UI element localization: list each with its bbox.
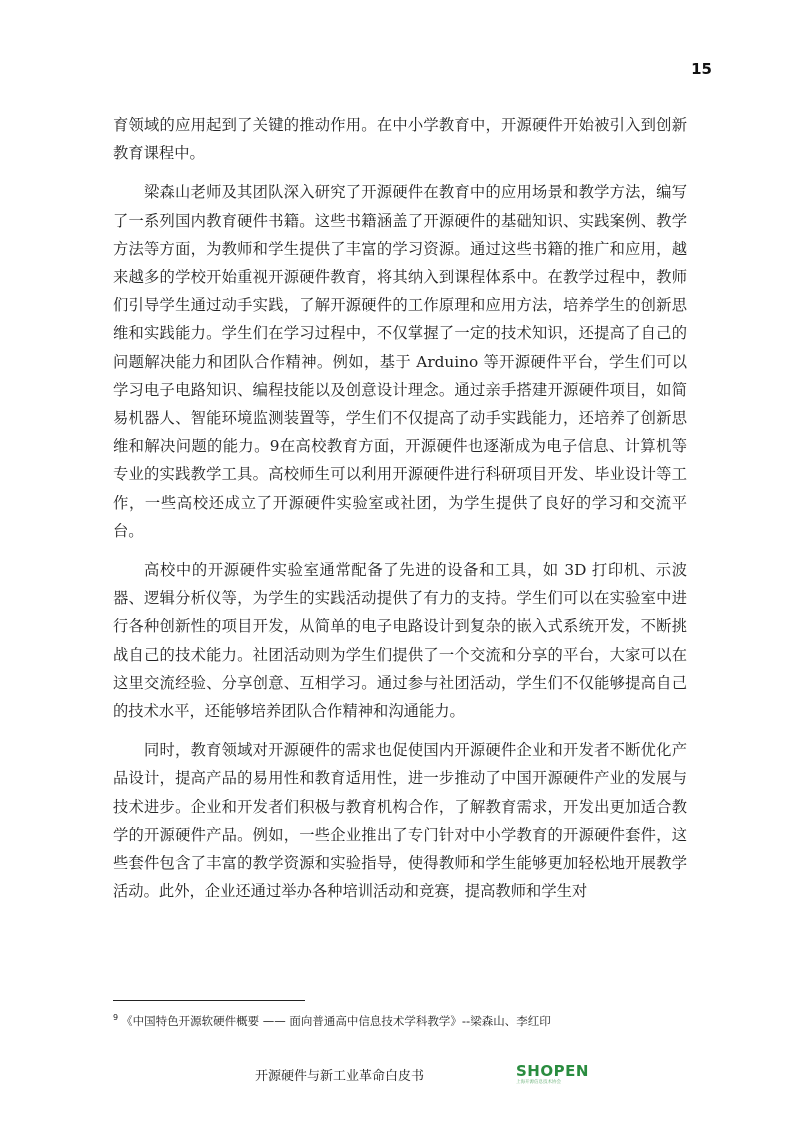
footnote [113,1009,693,1030]
page-number: 15 [691,60,712,78]
paragraph: 梁森山老师及其团队深入研究了开源硬件在教育中的应用场景和教学方法，编写了一系列国内教育硬件书籍。这些书籍涵盖了开源硬件的基础知识、实践案例、教学方法等方面，为教师和学生提供了丰富的学习资源。通过这些书籍的推广和应用，越来越多的学校开始重视开源硬件教育，将其纳入到课程体系中。在教学过程中，教师们引导学生通过动手实践，了解开源硬件的工作原理和应用方法，培养学生的创新思维和实践能力。学生们在学习过程中，不仅掌握了一定的技术知识，还提高了自己的问题解决能力和团队合作精神。例如，基于 Arduino 等开源硬件平台，学生们可以学习电子电路知识、编程技能以及创意设计理念。通过亲手搭建开源硬件项目，如简易机器人、智能环境监测装置等，学生们不仅提高了动手实践能力，还培养了创新思维和解决问题的能力。9在高校教育方面，开源硬件也逐渐成为电子信息、计算机等专业的实践教学工具。高校师生可以利用开源硬件进行科研项目开发、毕业设计等工作，一些高校还成立了开源硬件实验室或社团，为学生提供了良好的学习和交流平台。 [113,183,687,540]
footnote-text: 《中国特色开源软硬件概要 —— 面向普通高中信息技术学科教学》--梁森山、李红印 [121,1013,551,1028]
footer-title: 开源硬件与新工业革命白皮书 [255,1069,425,1084]
paragraph: 同时，教育领域对开源硬件的需求也促使国内开源硬件企业和开发者不断优化产品设计，提高产品的易用性和教育适用性，进一步推动了中国开源硬件产业的发展与技术进步。企业和开发者们积极与教育机构合作，了解教育需求，开发出更加适合教学的开源硬件产品。例如，一些企业推出了专门针对中小学教育的开源硬件套件，这些套件包含了丰富的教学资源和实验指导，使得教师和学生能够更加轻松地开展教学活动。此外，企业还通过举办各种培训活动和竞赛，提高教师和学生对 [113,741,687,901]
logo-wordmark: SHOPEN [516,1062,589,1080]
footnote-marker: 9 [113,1013,119,1022]
logo-subtext: 上海开源信息技术协会 [516,1080,561,1085]
body-text [113,111,687,916]
footnote-divider [113,1000,305,1001]
shopen-logo [516,1062,606,1096]
paragraph-continuation: 育领域的应用起到了关键的推动作用。在中小学教育中，开源硬件开始被引入到创新教育课程中。 [113,116,687,163]
paragraph: 高校中的开源硬件实验室通常配备了先进的设备和工具，如 3D 打印机、示波器、逻辑分析仪等，为学生的实践活动提供了有力的支持。学生们可以在实验室中进行各种创新性的项目开发，从简单的电子电路设计到复杂的嵌入式系统开发，不断挑战自己的技术能力。社团活动则为学生们提供了一个交流和分享的平台，大家可以在这里交流经验、分享创意、互相学习。通过参与社团活动，学生们不仅能够提高自己的技术水平，还能够培养团队合作精神和沟通能力。 [113,561,687,721]
